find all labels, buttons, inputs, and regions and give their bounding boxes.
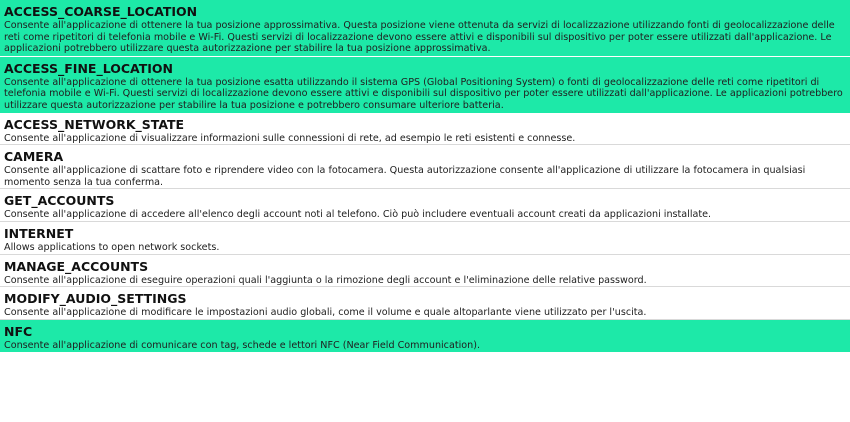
permission-name: NFC — [4, 323, 33, 339]
permission-item-access-coarse-location[interactable] — [0, 0, 850, 56]
permission-name: CAMERA — [4, 149, 64, 165]
permission-name: MODIFY_AUDIO_SETTINGS — [4, 291, 187, 307]
permission-description: Allows applications to open network sockets. — [4, 241, 220, 253]
permission-description: Consente all'applicazione di ottenere la tua posizione esatta utilizzando il sistema GPS (Global Positioning System) o fonti di geolocalizzazione delle reti come ripetitori di telefonia mobile e Wi-Fi. Questi servizi di localizzazione devono essere attivi e disponibili sul dispositivo per poter essere utilizzati dall'applicazione. Le applicazioni potrebbero utilizzare questa autorizzazione per stabilire la tua posizione e potrebbero consumare ulteriore batteria. — [4, 76, 843, 111]
permission-item-manage-accounts[interactable] — [0, 255, 850, 288]
permission-description: Consente all'applicazione di ottenere la tua posizione approssimativa. Questa posizione viene ottenuta da servizi di localizzazione utilizzando fonti di geolocalizzazione delle reti come ripetitori di telefonia mobile e Wi-Fi. Questi servizi di localizzazione devono essere attivi e disponibili sul dispositivo per poter essere utilizzati dall'applicazione. Le applicazioni potrebbero utilizzare questa autorizzazione per stabilire la tua posizione approssimativa. — [4, 20, 835, 55]
permission-item-get-accounts[interactable] — [0, 189, 850, 222]
permission-name: ACCESS_NETWORK_STATE — [4, 116, 185, 132]
permission-item-access-network-state[interactable] — [0, 113, 850, 146]
permission-description: Consente all'applicazione di scattare foto e riprendere video con la fotocamera. Questa autorizzazione consente all'applicazione di utilizzare la fotocamera in qualsiasi momento senza la tua conferma. — [4, 165, 806, 188]
permission-description: Consente all'applicazione di comunicare con tag, schede e lettori NFC (Near Field Communication). — [4, 339, 481, 351]
permission-item-camera[interactable] — [0, 145, 850, 189]
permission-name: ACCESS_FINE_LOCATION — [4, 60, 173, 76]
permission-description: Consente all'applicazione di accedere all'elenco degli account noti al telefono. Ciò può includere eventuali account creati da applicazioni installate. — [4, 209, 712, 221]
permission-description: Consente all'applicazione di eseguire operazioni quali l'aggiunta o la rimozione degli account e l'eliminazione delle relative password. — [4, 274, 647, 286]
permission-item-modify-audio-settings[interactable] — [0, 287, 850, 320]
permission-name: MANAGE_ACCOUNTS — [4, 258, 149, 274]
permission-name: ACCESS_COARSE_LOCATION — [4, 4, 198, 19]
permission-item-access-fine-location[interactable] — [0, 56, 850, 113]
permission-item-internet[interactable] — [0, 222, 850, 255]
permission-name: INTERNET — [4, 225, 74, 241]
permission-description: Consente all'applicazione di modificare le impostazioni audio globali, come il volume e quale altoparlante viene utilizzato per l'uscita. — [4, 307, 647, 319]
permission-name: GET_ACCOUNTS — [4, 193, 115, 209]
permission-description: Consente all'applicazione di visualizzare informazioni sulle connessioni di rete, ad esempio le reti esistenti e connesse. — [4, 132, 576, 144]
permission-item-nfc[interactable] — [0, 320, 850, 353]
